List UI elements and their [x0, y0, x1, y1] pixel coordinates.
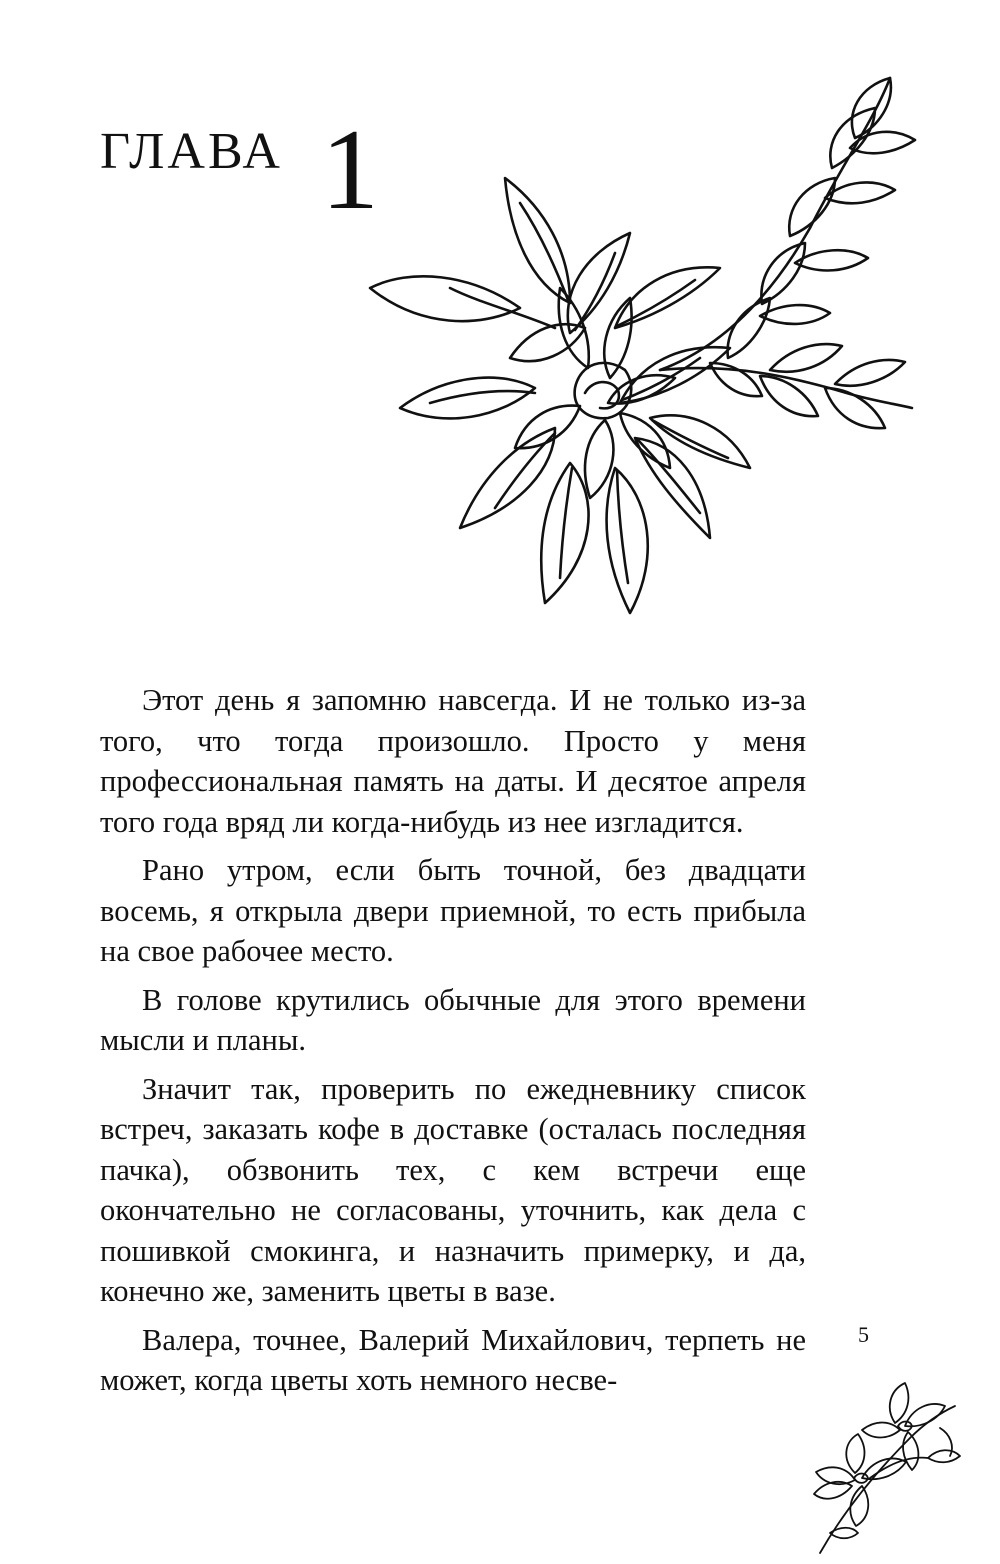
magnolia-flower-icon [330, 58, 930, 618]
body-text [100, 680, 806, 1409]
page-number: 5 [858, 1322, 869, 1347]
paragraph: Валера, точнее, Валерий Михайлович, терпеть не может, когда цветы хоть немного несве- [100, 1322, 806, 1397]
paragraph: Рано утром, если быть точной, без двадцати восемь, я открыла двери приемной, то есть прибыла на свое рабочее место. [100, 853, 806, 968]
paragraph: В голове крутились обычные для этого времени мысли и планы. [100, 982, 806, 1057]
chapter-number: 1 [320, 106, 379, 234]
paragraph: Значит так, проверить по ежедневнику список встреч, заказать кофе в доставке (осталась последняя пачка), обзвонить тех, с кем встречи еще окончательно не согласованы, уточнить, как дела с пошивкой смокинга, и назначить примерку, и да, конечно же, заменить цветы в вазе. [100, 1071, 806, 1308]
paragraph: Этот день я запомню навсегда. И не только из-за того, что тогда произошло. Просто у меня профессиональная память на даты. И десятое апреля того года вряд ли когда-нибудь из нее изгладится. [100, 683, 806, 839]
small-flower-sprig-icon [800, 1368, 970, 1558]
chapter-word: ГЛАВА [100, 123, 283, 180]
